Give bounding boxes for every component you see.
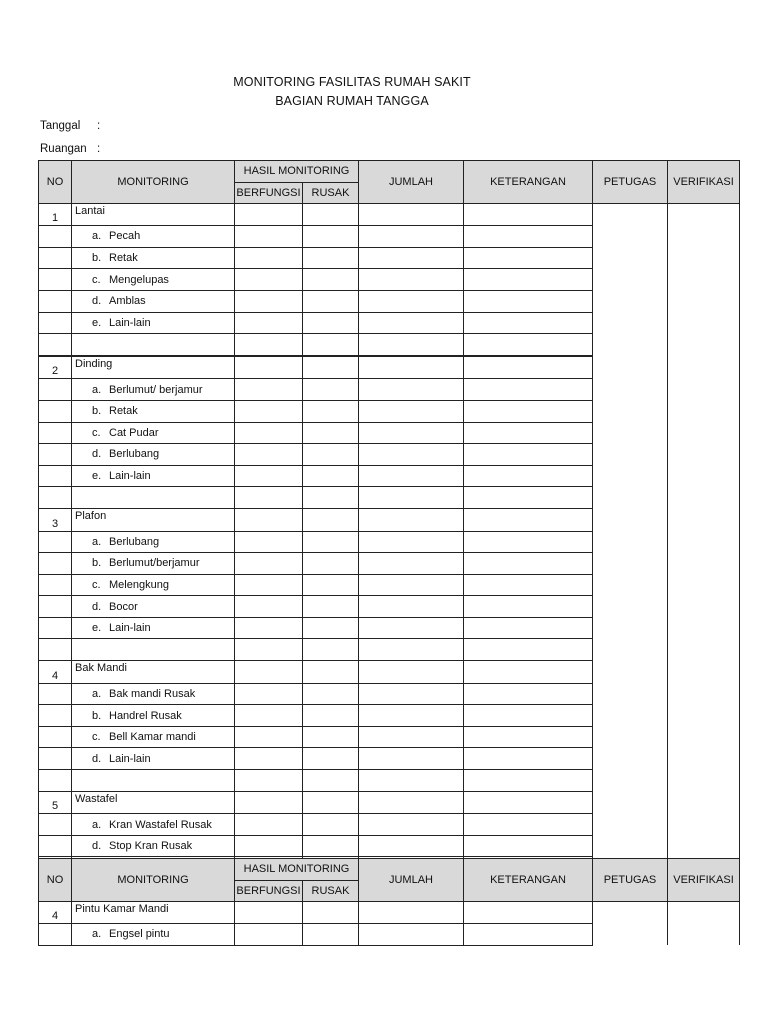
table-cell-empty	[303, 639, 359, 661]
monitoring-item	[72, 835, 235, 857]
table-cell-empty	[72, 639, 235, 661]
table-cell-empty	[359, 422, 464, 444]
item-letter: c.	[92, 578, 101, 591]
header-keterangan: KETERANGAN	[464, 859, 593, 902]
table-cell-empty	[303, 814, 359, 836]
table-cell-empty	[235, 312, 303, 334]
item-letter: d.	[92, 600, 102, 613]
table-cell-empty	[303, 617, 359, 639]
monitoring-item	[72, 531, 235, 553]
table-cell-empty	[464, 334, 593, 356]
table-cell-empty	[464, 226, 593, 248]
table-cell-empty	[464, 748, 593, 770]
table-cell-empty	[72, 770, 235, 792]
table-cell-empty	[235, 379, 303, 401]
table-cell-empty	[464, 814, 593, 836]
table-cell-empty	[235, 226, 303, 248]
verifikasi-cell	[668, 901, 740, 945]
table-cell-empty	[359, 247, 464, 269]
table-cell-empty	[359, 334, 464, 356]
monitoring-table-continued	[38, 858, 740, 946]
table-cell-empty	[303, 596, 359, 618]
item-letter: d.	[92, 295, 102, 308]
table-cell-empty	[303, 444, 359, 466]
table-cell-empty	[303, 574, 359, 596]
table-cell-empty	[303, 705, 359, 727]
item-text: Lain-lain	[109, 470, 151, 483]
table-cell-empty	[39, 400, 72, 422]
table-cell-empty	[464, 726, 593, 748]
table-cell-empty	[235, 508, 303, 531]
table-cell-empty	[39, 465, 72, 487]
table-cell-empty	[464, 683, 593, 705]
table-cell-empty	[39, 835, 72, 857]
table-cell-empty	[464, 924, 593, 946]
table-cell-empty	[359, 444, 464, 466]
header-no: NO	[39, 859, 72, 902]
table-cell-empty	[464, 531, 593, 553]
header-hasil-monitoring: HASIL MONITORING	[235, 161, 359, 183]
table-cell-empty	[464, 639, 593, 661]
table-cell-empty	[359, 924, 464, 946]
table-cell-empty	[464, 400, 593, 422]
item-text: Bak mandi Rusak	[109, 687, 196, 700]
table-cell-empty	[359, 531, 464, 553]
table-cell-empty	[303, 356, 359, 379]
item-text: Mengelupas	[109, 273, 169, 286]
table-cell-empty	[303, 553, 359, 575]
table-cell-empty	[464, 661, 593, 684]
table-cell-empty	[303, 791, 359, 814]
table-cell-empty	[464, 247, 593, 269]
header-berfungsi: BERFUNGSI	[235, 182, 303, 203]
table-cell-empty	[235, 269, 303, 291]
table-cell-empty	[359, 770, 464, 792]
table-cell-empty	[303, 269, 359, 291]
monitoring-item	[72, 444, 235, 466]
table-cell-empty	[303, 726, 359, 748]
table-cell-empty	[359, 835, 464, 857]
monitoring-item	[72, 422, 235, 444]
table-cell-empty	[235, 203, 303, 226]
monitoring-item	[72, 814, 235, 836]
table-cell-empty	[359, 705, 464, 727]
section-number: 3	[39, 508, 72, 531]
table-cell-empty	[39, 226, 72, 248]
monitoring-item	[72, 748, 235, 770]
table-cell-empty	[303, 247, 359, 269]
section-name: Wastafel	[72, 791, 235, 814]
table-cell-empty	[235, 422, 303, 444]
table-cell-empty	[359, 639, 464, 661]
table-body	[39, 901, 740, 945]
field-separator: :	[97, 120, 101, 132]
header-monitoring: MONITORING	[72, 161, 235, 204]
monitoring-item	[72, 574, 235, 596]
table-cell-empty	[235, 596, 303, 618]
table-cell-empty	[359, 487, 464, 509]
section-name: Bak Mandi	[72, 661, 235, 684]
table-cell-empty	[303, 924, 359, 946]
table-cell-empty	[359, 814, 464, 836]
table-cell-empty	[39, 312, 72, 334]
table-cell-empty	[359, 553, 464, 575]
table-cell-empty	[359, 574, 464, 596]
table-cell-empty	[235, 814, 303, 836]
item-letter: c.	[92, 273, 101, 286]
field-label: Tanggal	[40, 120, 81, 132]
header-monitoring: MONITORING	[72, 859, 235, 902]
header-verifikasi: VERIFIKASI	[668, 161, 740, 204]
petugas-cell	[593, 203, 668, 878]
table-cell-empty	[464, 901, 593, 924]
item-text: Kran Wastafel Rusak	[109, 818, 212, 831]
table-cell-empty	[359, 312, 464, 334]
table-row-section	[39, 203, 740, 226]
header-jumlah: JUMLAH	[359, 161, 464, 204]
monitoring-item	[72, 465, 235, 487]
table-cell-empty	[72, 487, 235, 509]
item-text: Berlumut/ berjamur	[109, 383, 203, 396]
section-name: Dinding	[72, 356, 235, 379]
table-cell-empty	[303, 531, 359, 553]
table-cell-empty	[39, 531, 72, 553]
table-cell-empty	[359, 226, 464, 248]
table-cell-empty	[303, 487, 359, 509]
table-cell-empty	[39, 770, 72, 792]
table-cell-empty	[39, 574, 72, 596]
table-cell-empty	[235, 748, 303, 770]
table-cell-empty	[303, 770, 359, 792]
header-keterangan: KETERANGAN	[464, 161, 593, 204]
item-text: Melengkung	[109, 578, 169, 591]
monitoring-item	[72, 226, 235, 248]
table-cell-empty	[235, 770, 303, 792]
table-cell-empty	[235, 924, 303, 946]
item-letter: e.	[92, 622, 102, 635]
table-cell-empty	[39, 379, 72, 401]
table-cell-empty	[464, 465, 593, 487]
monitoring-item	[72, 617, 235, 639]
item-text: Lain-lain	[109, 316, 151, 329]
table-cell-empty	[235, 726, 303, 748]
field-ruangan	[40, 143, 100, 155]
table-cell-empty	[464, 422, 593, 444]
table-cell-empty	[235, 334, 303, 356]
item-letter: d.	[92, 840, 102, 853]
table-cell-empty	[235, 444, 303, 466]
table-cell-empty	[359, 748, 464, 770]
table-cell-empty	[359, 400, 464, 422]
section-number: 2	[39, 356, 72, 379]
header-jumlah: JUMLAH	[359, 859, 464, 902]
item-letter: b.	[92, 252, 102, 265]
document-subtitle: BAGIAN RUMAH TANGGA	[275, 94, 429, 108]
table-cell-empty	[303, 508, 359, 531]
table-cell-empty	[39, 683, 72, 705]
item-text: Cat Pudar	[109, 426, 159, 439]
header-hasil-monitoring: HASIL MONITORING	[235, 859, 359, 881]
table-cell-empty	[303, 683, 359, 705]
item-text: Stop Kran Rusak	[109, 840, 193, 853]
table-cell-empty	[464, 487, 593, 509]
item-letter: a.	[92, 687, 102, 700]
table-cell-empty	[464, 312, 593, 334]
verifikasi-cell	[668, 203, 740, 878]
monitoring-table	[38, 160, 740, 879]
section-name: Pintu Kamar Mandi	[72, 901, 235, 924]
table-row-section	[39, 901, 740, 924]
table-cell-empty	[39, 639, 72, 661]
item-letter: c.	[92, 731, 101, 744]
table-cell-empty	[235, 465, 303, 487]
table-cell-empty	[39, 290, 72, 312]
section-number: 4	[39, 901, 72, 924]
monitoring-item	[72, 705, 235, 727]
table-cell-empty	[464, 791, 593, 814]
monitoring-item	[72, 553, 235, 575]
item-letter: a.	[92, 535, 102, 548]
table-cell-empty	[39, 553, 72, 575]
monitoring-item	[72, 400, 235, 422]
table-cell-empty	[359, 465, 464, 487]
petugas-cell	[593, 901, 668, 945]
table-cell-empty	[303, 835, 359, 857]
table-cell-empty	[359, 901, 464, 924]
item-text: Berlumut/berjamur	[109, 557, 200, 570]
table-cell-empty	[235, 531, 303, 553]
table-cell-empty	[39, 334, 72, 356]
table-cell-empty	[235, 901, 303, 924]
table-cell-empty	[235, 661, 303, 684]
item-letter: a.	[92, 230, 102, 243]
table-cell-empty	[464, 770, 593, 792]
table-cell-empty	[235, 290, 303, 312]
header-petugas: PETUGAS	[593, 161, 668, 204]
table-cell-empty	[303, 379, 359, 401]
table-cell-empty	[39, 487, 72, 509]
section-number: 4	[39, 661, 72, 684]
table-cell-empty	[359, 379, 464, 401]
table-cell-empty	[464, 617, 593, 639]
header-petugas: PETUGAS	[593, 859, 668, 902]
table-cell-empty	[303, 400, 359, 422]
table-cell-empty	[235, 835, 303, 857]
table-cell-empty	[303, 901, 359, 924]
table-cell-empty	[303, 290, 359, 312]
table-cell-empty	[464, 553, 593, 575]
table-cell-empty	[39, 814, 72, 836]
table-cell-empty	[303, 203, 359, 226]
item-letter: b.	[92, 405, 102, 418]
table-cell-empty	[464, 835, 593, 857]
table-cell-empty	[235, 617, 303, 639]
monitoring-item	[72, 247, 235, 269]
item-text: Handrel Rusak	[109, 709, 182, 722]
section-name: Lantai	[72, 203, 235, 226]
monitoring-item	[72, 596, 235, 618]
table-cell-empty	[235, 247, 303, 269]
item-text: Lain-lain	[109, 622, 151, 635]
item-letter: a.	[92, 818, 102, 831]
table-cell-empty	[359, 661, 464, 684]
table-cell-empty	[235, 574, 303, 596]
table-cell-empty	[303, 661, 359, 684]
table-cell-empty	[359, 596, 464, 618]
field-separator: :	[97, 143, 101, 155]
table-cell-empty	[359, 356, 464, 379]
table-cell-empty	[39, 705, 72, 727]
table-cell-empty	[235, 639, 303, 661]
table-cell-empty	[359, 290, 464, 312]
table-cell-empty	[39, 444, 72, 466]
item-letter: e.	[92, 470, 102, 483]
table-cell-empty	[464, 508, 593, 531]
header-verifikasi: VERIFIKASI	[668, 859, 740, 902]
table-cell-empty	[39, 748, 72, 770]
item-letter: c.	[92, 426, 101, 439]
table-cell-empty	[359, 508, 464, 531]
item-letter: d.	[92, 448, 102, 461]
table-cell-empty	[464, 379, 593, 401]
field-label: Ruangan	[40, 143, 87, 155]
table-cell-empty	[303, 748, 359, 770]
section-number: 1	[39, 203, 72, 226]
table-cell-empty	[303, 465, 359, 487]
table-cell-empty	[464, 356, 593, 379]
item-text: Berlubang	[109, 535, 160, 548]
table-cell-empty	[235, 400, 303, 422]
table-cell-empty	[464, 705, 593, 727]
monitoring-item	[72, 683, 235, 705]
table-cell-empty	[303, 334, 359, 356]
item-text: Engsel pintu	[109, 928, 170, 941]
table-cell-empty	[303, 226, 359, 248]
table-cell-empty	[464, 444, 593, 466]
table-cell-empty	[359, 683, 464, 705]
item-letter: e.	[92, 316, 102, 329]
table-cell-empty	[39, 617, 72, 639]
table-cell-empty	[39, 247, 72, 269]
item-text: Lain-lain	[109, 752, 151, 765]
table-cell-empty	[39, 422, 72, 444]
table-cell-empty	[235, 487, 303, 509]
table-cell-empty	[464, 203, 593, 226]
section-number: 5	[39, 791, 72, 814]
table-cell-empty	[235, 683, 303, 705]
table-cell-empty	[464, 269, 593, 291]
item-text: Berlubang	[109, 448, 160, 461]
table-cell-empty	[359, 726, 464, 748]
table-cell-empty	[303, 422, 359, 444]
item-letter: a.	[92, 928, 102, 941]
item-text: Bocor	[109, 600, 138, 613]
item-letter: a.	[92, 383, 102, 396]
table-cell-empty	[464, 574, 593, 596]
table-cell-empty	[39, 269, 72, 291]
monitoring-item	[72, 312, 235, 334]
table-cell-empty	[235, 356, 303, 379]
table-cell-empty	[359, 269, 464, 291]
header-rusak: RUSAK	[303, 880, 359, 901]
item-letter: d.	[92, 752, 102, 765]
header-no: NO	[39, 161, 72, 204]
item-text: Retak	[109, 252, 138, 265]
item-text: Amblas	[109, 295, 146, 308]
table-cell-empty	[464, 290, 593, 312]
table-cell-empty	[235, 791, 303, 814]
document-title: MONITORING FASILITAS RUMAH SAKIT	[233, 75, 471, 89]
item-text: Bell Kamar mandi	[109, 731, 196, 744]
table-cell-empty	[359, 617, 464, 639]
monitoring-item	[72, 924, 235, 946]
item-text: Retak	[109, 405, 138, 418]
monitoring-item	[72, 269, 235, 291]
item-text: Pecah	[109, 230, 141, 243]
table-cell-empty	[235, 553, 303, 575]
item-letter: b.	[92, 557, 102, 570]
table-cell-empty	[235, 705, 303, 727]
table-cell-empty	[464, 596, 593, 618]
field-tanggal	[40, 120, 100, 132]
table-cell-empty	[72, 334, 235, 356]
table-cell-empty	[303, 312, 359, 334]
table-cell-empty	[359, 203, 464, 226]
monitoring-item	[72, 379, 235, 401]
table-cell-empty	[39, 924, 72, 946]
header-rusak: RUSAK	[303, 182, 359, 203]
table-body	[39, 203, 740, 878]
monitoring-item	[72, 726, 235, 748]
table-cell-empty	[359, 791, 464, 814]
item-letter: b.	[92, 709, 102, 722]
table-cell-empty	[39, 726, 72, 748]
header-berfungsi: BERFUNGSI	[235, 880, 303, 901]
monitoring-item	[72, 290, 235, 312]
section-name: Plafon	[72, 508, 235, 531]
table-cell-empty	[39, 596, 72, 618]
